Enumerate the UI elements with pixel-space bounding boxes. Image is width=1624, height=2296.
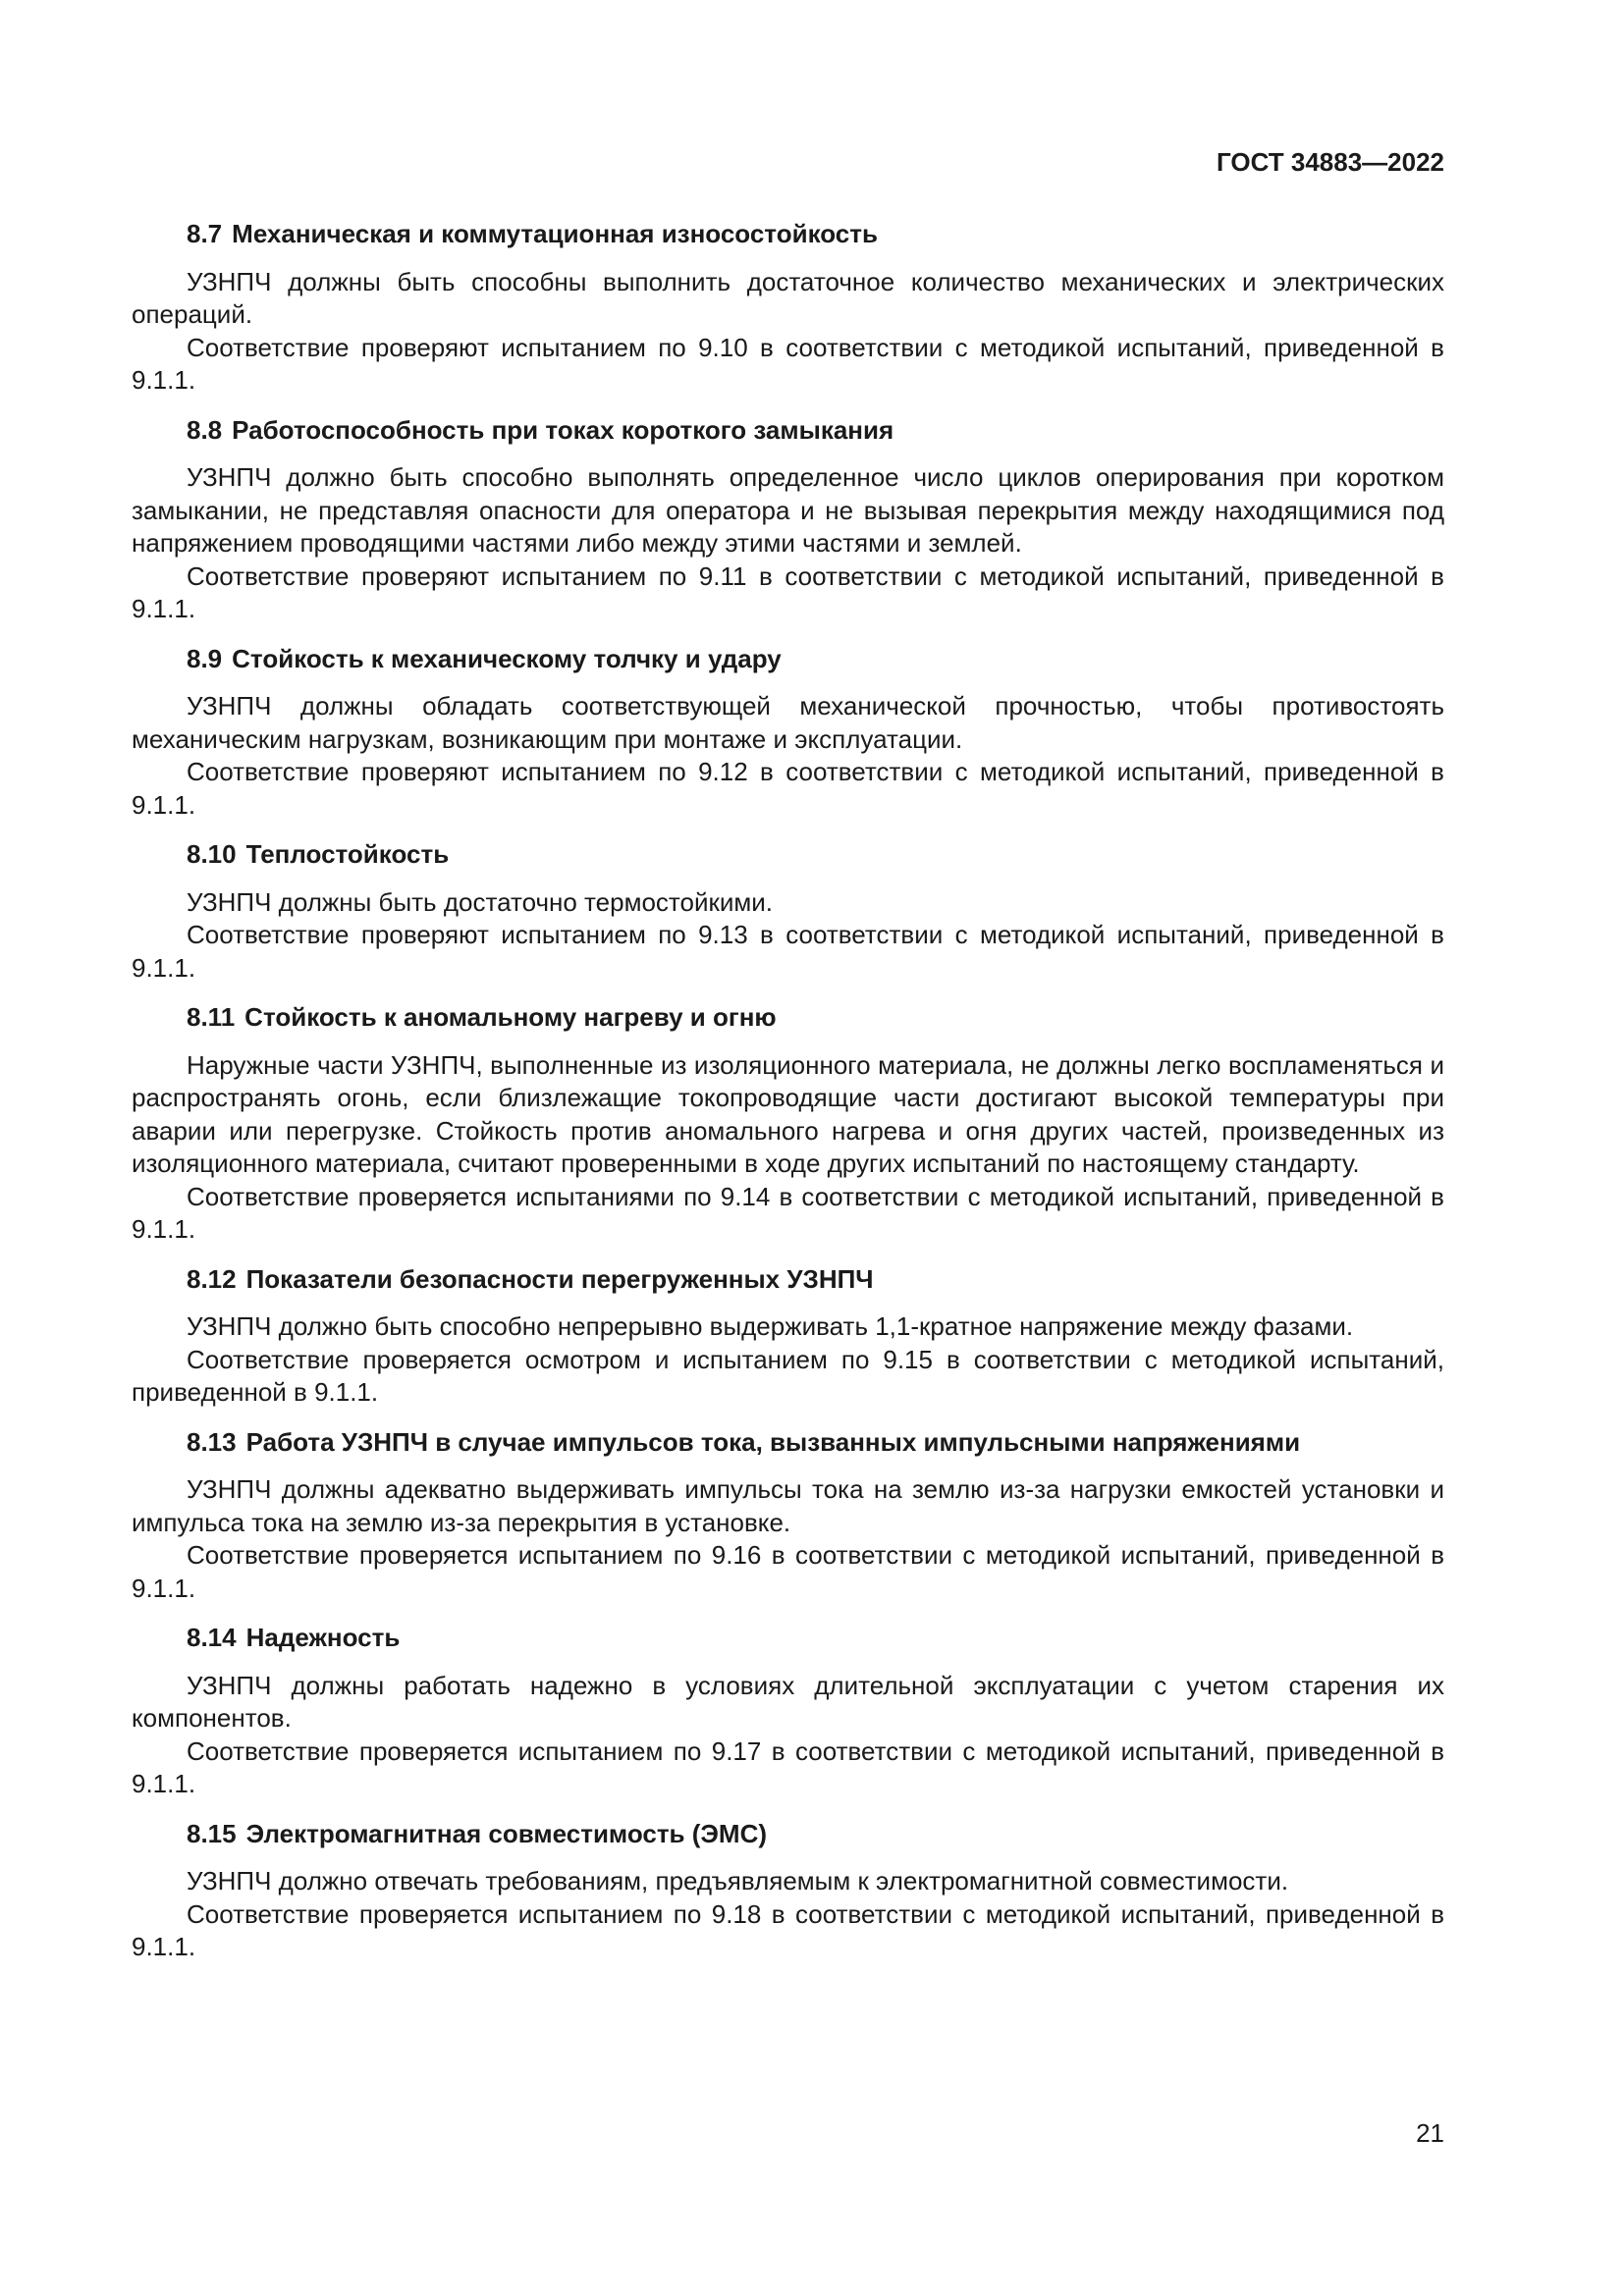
section-title (132, 1818, 1444, 1851)
section-title-text: Надежность (245, 1623, 401, 1652)
section-title-text: Стойкость к механическому толчку и удару (232, 643, 782, 673)
section-8-14 (132, 1622, 1444, 1801)
paragraph: Соответствие проверяют испытанием по 9.13 в соответствии с методикой испытаний, приведенной в 9.1.1. (132, 920, 1444, 983)
section-number: 8.7 (187, 219, 223, 248)
section-8-10 (132, 838, 1444, 985)
section-title (132, 1263, 1444, 1297)
section-number: 8.13 (187, 1426, 237, 1457)
paragraph: Соответствие проверяется испытанием по 9.17 в соответствии с методикой испытаний, приведенной в 9.1.1. (132, 1735, 1444, 1798)
section-number: 8.11 (187, 1002, 236, 1032)
paragraph: Соответствие проверяется испытанием по 9.16 в соответствии с методикой испытаний, приведенной в 9.1.1. (132, 1540, 1444, 1603)
section-8-11 (132, 1001, 1444, 1247)
paragraph: УЗНПЧ должны работать надежно в условиях длительной эксплуатации с учетом старения их компонентов. (132, 1670, 1444, 1733)
section-title-text: Механическая и коммутационная износостойкость (232, 219, 878, 248)
paragraph: Соответствие проверяют испытанием по 9.12 в соответствии с методикой испытаний, приведенной в 9.1.1. (132, 757, 1444, 820)
paragraph: УЗНПЧ должно быть способно непрерывно выдерживать 1,1-кратное напряжение между фазами. (187, 1311, 1354, 1341)
paragraph: УЗНПЧ должны быть достаточно термостойкими. (187, 886, 774, 917)
paragraph: Соответствие проверяют испытанием по 9.11 в соответствии с методикой испытаний, приведенной в 9.1.1. (132, 561, 1444, 623)
section-number: 8.8 (187, 414, 223, 445)
section-number: 8.9 (187, 643, 223, 673)
paragraph: Соответствие проверяется осмотром и испытанием по 9.15 в соответствии с методикой испытаний, приведенной в 9.1.1. (132, 1344, 1444, 1407)
section-8-9 (132, 643, 1444, 823)
paragraph: УЗНПЧ должно отвечать требованиям, предъявляемым к электромагнитной совместимости. (187, 1866, 1289, 1896)
paragraph: УЗНПЧ должно быть способно выполнять определенное число циклов оперирования при коротком замыкании, не представляя опасности для оператора и не вызывая перекрытия между находящимися под напряжением проводящими частями либо между этими частями и землей. (132, 462, 1444, 558)
section-8-7 (132, 218, 1444, 398)
section-title (132, 643, 1444, 676)
section-number: 8.12 (187, 1263, 237, 1294)
section-title (132, 1001, 1444, 1035)
section-number: 8.14 (187, 1623, 237, 1652)
section-title-text: Теплостойкость (245, 839, 450, 869)
section-8-13 (132, 1426, 1444, 1606)
page-number: 21 (1416, 2118, 1444, 2148)
section-8-8 (132, 414, 1444, 626)
paragraph: Соответствие проверяется испытанием по 9.18 в соответствии с методикой испытаний, приведенной в 9.1.1. (132, 1898, 1444, 1961)
paragraph: УЗНПЧ должны быть способны выполнить достаточное количество механических и электрических операций. (132, 266, 1444, 329)
section-8-15 (132, 1818, 1444, 1964)
paragraph: Наружные части УЗНПЧ, выполненные из изоляционного материала, не должны легко воспламеняться и распространять огонь, если близлежащие токопроводящие части достигают высокой температуры при аварии или перегрузке. Стойкость против аномального нагрева и огня других частей, произведенных из изоляционного материала, считают проверенными в ходе других испытаний по настоящему стандарту. (132, 1049, 1444, 1178)
paragraph: Соответствие проверяют испытанием по 9.10 в соответствии с методикой испытаний, приведенной в 9.1.1. (132, 332, 1444, 395)
paragraph: УЗНПЧ должны адекватно выдерживать импульсы тока на землю из-за нагрузки емкостей установки и импульса тока на землю из-за перекрытия в установке. (132, 1474, 1444, 1537)
section-number: 8.15 (187, 1818, 237, 1848)
paragraph: УЗНПЧ должны обладать соответствующей механической прочностью, чтобы противостоять механическим нагрузкам, возникающим при монтаже и эксплуатации. (132, 691, 1444, 754)
section-title-text: Показатели безопасности перегруженных УЗНПЧ (245, 1263, 874, 1294)
section-title-text: Работоспособность при токах короткого замыкания (232, 414, 894, 445)
document-header: ГОСТ 34883—2022 (1217, 147, 1444, 177)
section-title-text: Стойкость к аномальному нагреву и огню (244, 1002, 777, 1032)
section-title-text: Электромагнитная совместимость (ЭМС) (245, 1818, 768, 1848)
section-title (132, 838, 1444, 872)
paragraph: Соответствие проверяется испытаниями по 9.14 в соответствии с методикой испытаний, приведенной в 9.1.1. (132, 1181, 1444, 1244)
section-title (132, 1622, 1444, 1655)
section-title (132, 414, 1444, 448)
section-number: 8.10 (187, 839, 237, 869)
section-8-12 (132, 1263, 1444, 1410)
section-title (132, 218, 1444, 251)
section-title-text: Работа УЗНПЧ в случае импульсов тока, вызванных импульсными напряжениями (245, 1426, 1301, 1457)
document-body (132, 218, 1444, 1964)
section-title (132, 1426, 1444, 1460)
